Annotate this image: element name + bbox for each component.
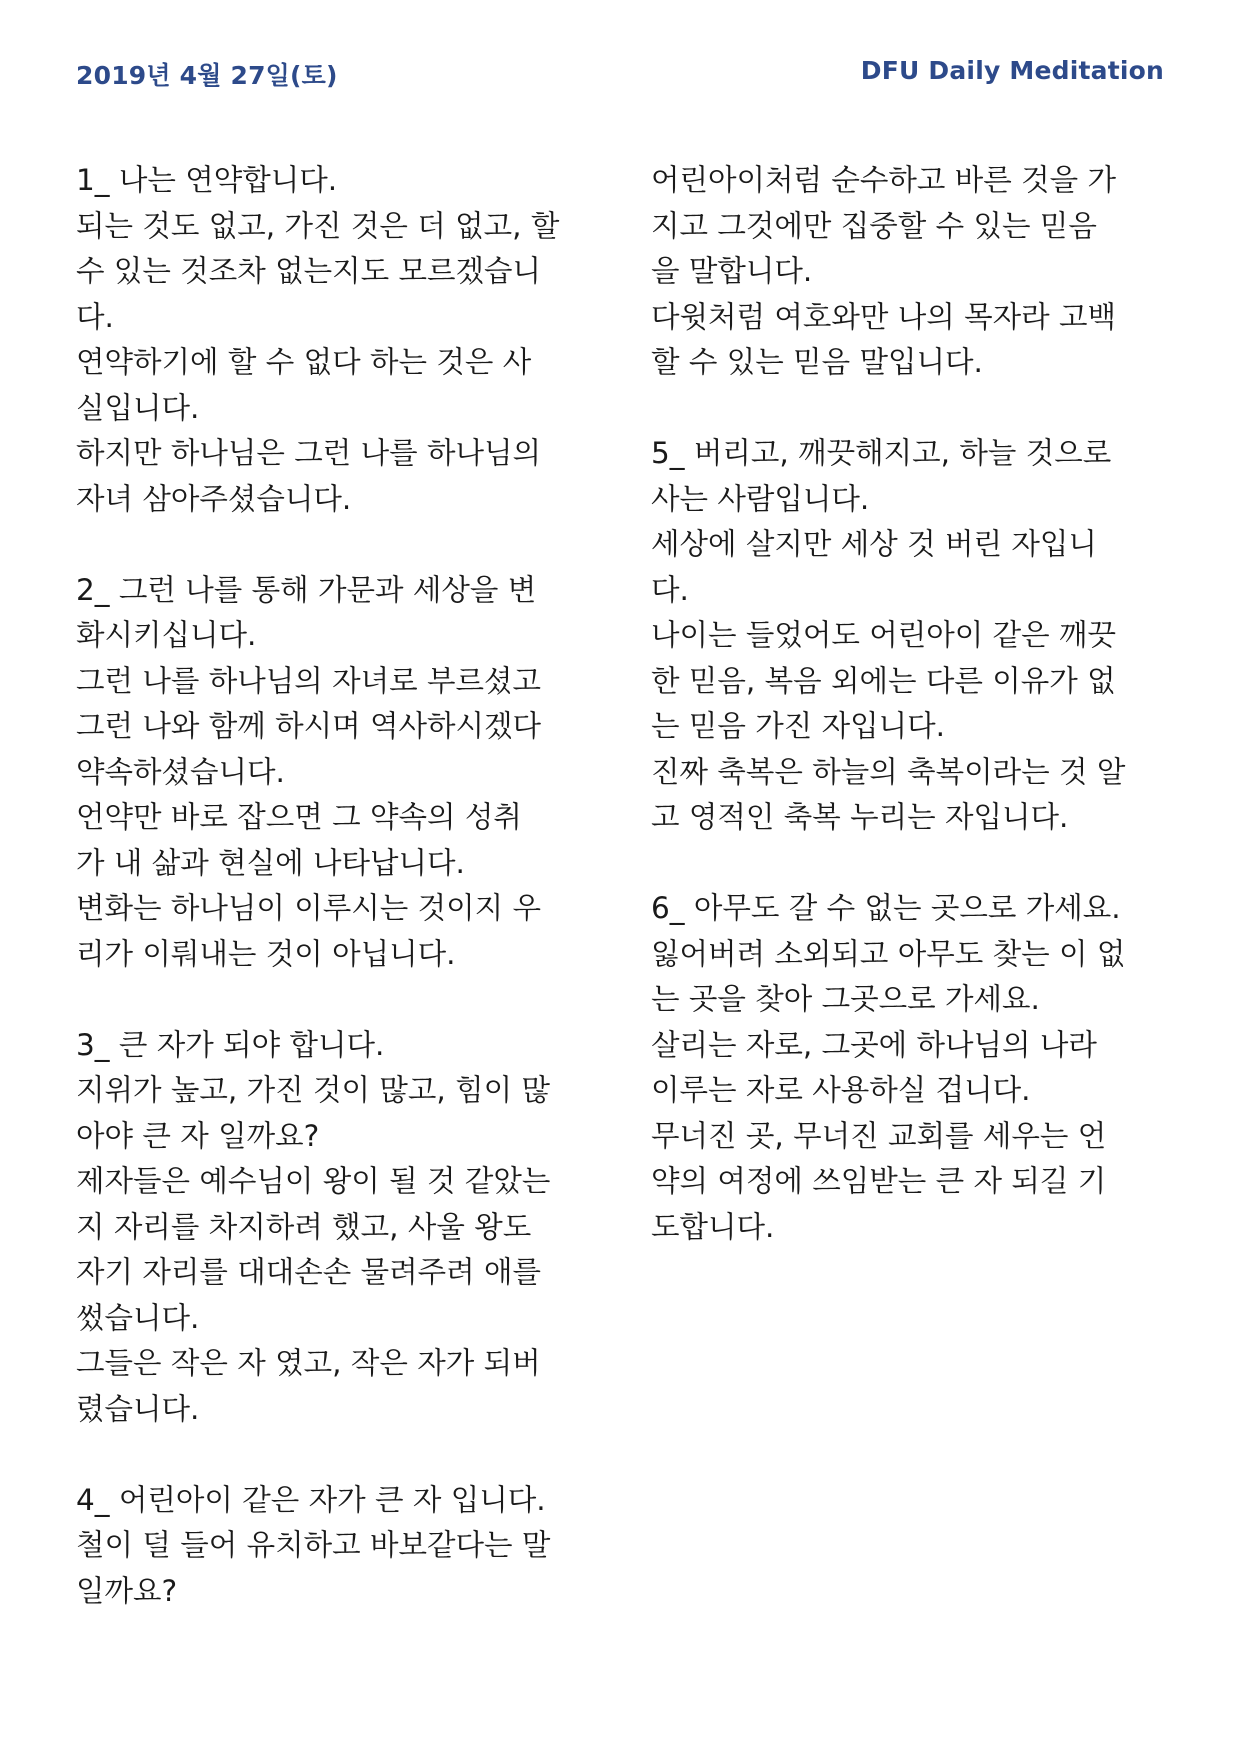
text-line: 변화는 하나님이 이루시는 것이지 우 [76, 891, 541, 925]
text-line: 연약하기에 할 수 없다 하는 것은 사 [76, 345, 532, 379]
text-line: 어린아이처럼 순수하고 바른 것을 가 [651, 163, 1116, 197]
header-title: DFU Daily Meditation [860, 56, 1164, 85]
text-line: 그런 나를 하나님의 자녀로 부르셨고 [76, 663, 541, 698]
text-line: 하지만 하나님은 그런 나를 하나님의 [76, 436, 541, 470]
text-line: 사는 사람입니다. [651, 481, 870, 516]
text-line: 6_ 아무도 갈 수 없는 곳으로 가세요. [651, 891, 1121, 925]
text-line: 되는 것도 없고, 가진 것은 더 없고, 할 [76, 208, 560, 243]
text-line: 이루는 자로 사용하실 겁니다. [651, 1073, 1031, 1107]
text-line: 그들은 작은 자 였고, 작은 자가 되버 [76, 1346, 541, 1380]
text-line: 렸습니다. [76, 1391, 200, 1426]
text-line: 1_ 나는 연약합니다. [76, 163, 338, 197]
text-line: 무너진 곳, 무너진 교회를 세우는 언 [651, 1118, 1107, 1153]
paragraph-gap [76, 1432, 559, 1478]
text-line: 리가 이뤄내는 것이 아닙니다. [76, 936, 456, 971]
text-line: 실입니다. [76, 390, 200, 425]
text-line: 다. [76, 299, 114, 334]
text-line: 자기 자리를 대대손손 물려주려 애를 [76, 1255, 541, 1289]
text-line: 아야 큰 자 일까요? [76, 1118, 320, 1153]
paragraph-gap [651, 841, 1125, 887]
text-line: 다윗처럼 여호와만 나의 목자라 고백 [651, 299, 1116, 334]
header-date: 2019년 4월 27일(토) [76, 61, 338, 90]
left-column [76, 158, 559, 1614]
text-line: 고 영적인 축복 누리는 자입니다. [651, 800, 1069, 834]
text-line: 화시키십니다. [76, 618, 257, 652]
text-line: 지고 그것에만 집중할 수 있는 믿음 [651, 208, 1097, 243]
text-line: 약의 여정에 쓰임받는 큰 자 되길 기 [651, 1164, 1107, 1198]
text-line: 지위가 높고, 가진 것이 많고, 힘이 많 [76, 1073, 550, 1107]
text-line: 5_ 버리고, 깨끗해지고, 하늘 것으로 [651, 436, 1112, 470]
text-line: 썼습니다. [76, 1300, 200, 1335]
text-line: 는 곳을 찾아 그곳으로 가세요. [651, 982, 1040, 1016]
text-line: 자녀 삼아주셨습니다. [76, 481, 352, 516]
text-line: 2_ 그런 나를 통해 가문과 세상을 변 [76, 572, 537, 607]
paragraph-gap [651, 386, 1125, 432]
text-line: 3_ 큰 자가 되야 합니다. [76, 1027, 385, 1062]
text-line: 지 자리를 차지하려 했고, 사울 왕도 [76, 1209, 532, 1244]
text-line: 철이 덜 들어 유치하고 바보같다는 말 [76, 1528, 551, 1562]
text-line: 할 수 있는 믿음 말입니다. [651, 345, 983, 379]
right-column [651, 158, 1125, 1250]
text-line: 가 내 삶과 현실에 나타납니다. [76, 845, 465, 880]
text-line: 잃어버려 소외되고 아무도 찾는 이 없 [651, 936, 1126, 971]
text-line: 그런 나와 함께 하시며 역사하시겠다 [76, 709, 541, 743]
text-line: 다. [651, 572, 689, 607]
paragraph-gap [76, 977, 559, 1023]
text-line: 제자들은 예수님이 왕이 될 것 같았는 [76, 1164, 551, 1198]
text-line: 살리는 자로, 그곳에 하나님의 나라 [651, 1027, 1097, 1062]
paragraph-gap [76, 522, 559, 568]
text-line: 일까요? [76, 1573, 178, 1608]
text-line: 한 믿음, 복음 외에는 다른 이유가 없 [651, 663, 1116, 698]
text-line: 도합니다. [651, 1209, 775, 1244]
text-line: 수 있는 것조차 없는지도 모르겠습니 [76, 254, 541, 288]
text-line: 약속하셨습니다. [76, 754, 285, 789]
text-line: 나이는 들었어도 어린아이 같은 깨끗 [651, 618, 1116, 652]
text-line: 는 믿음 가진 자입니다. [651, 709, 945, 743]
text-line: 세상에 살지만 세상 것 버린 자입니 [651, 527, 1097, 561]
text-line: 언약만 바로 잡으면 그 약속의 성취 [76, 800, 522, 834]
text-line: 을 말합니다. [651, 254, 813, 288]
text-line: 4_ 어린아이 같은 자가 큰 자 입니다. [76, 1482, 546, 1517]
text-line: 진짜 축복은 하늘의 축복이라는 것 알 [651, 754, 1126, 789]
